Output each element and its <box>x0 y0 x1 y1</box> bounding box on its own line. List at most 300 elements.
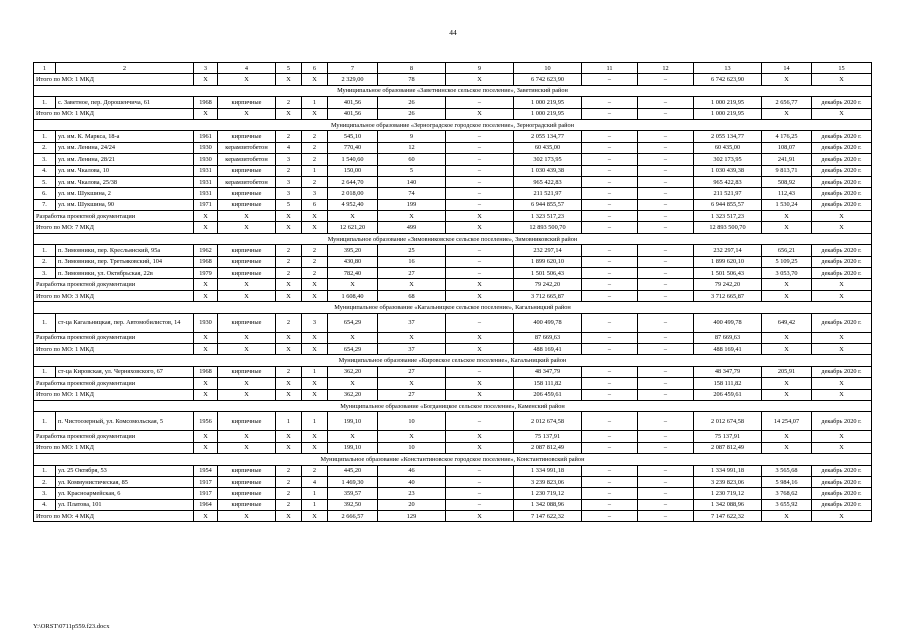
building-cell: 2 055 134,77 <box>694 131 762 142</box>
building-cell: 211 521,97 <box>694 188 762 199</box>
total-cell: 499 <box>378 222 446 233</box>
building-cell: 2 <box>276 97 302 108</box>
building-address: ул. 25 Октября, 53 <box>56 465 194 476</box>
total-cell: – <box>638 389 694 400</box>
building-cell: 965 422,83 <box>514 176 582 187</box>
total-cell: Х <box>446 290 514 301</box>
building-cell: 656,21 <box>762 245 812 256</box>
column-number: 14 <box>762 63 812 74</box>
total-cell: Х <box>812 279 872 290</box>
total-cell: 79 242,20 <box>694 279 762 290</box>
column-number: 12 <box>638 63 694 74</box>
building-address: ул. Коммунистическая, 85 <box>56 476 194 487</box>
column-number: 10 <box>514 63 582 74</box>
building-cell: 1 540,60 <box>328 154 378 165</box>
total-cell: 87 669,63 <box>514 332 582 343</box>
building-cell: 1 899 620,10 <box>514 256 582 267</box>
building-address: п. Зимовники, пер. Третьяковский, 104 <box>56 256 194 267</box>
building-cell: – <box>446 499 514 510</box>
total-cell: Х <box>812 222 872 233</box>
building-cell: 1979 <box>194 268 218 279</box>
building-cell: 2 <box>302 268 328 279</box>
building-cell: декабрь 2020 г. <box>812 154 872 165</box>
municipality-heading: Муниципальное образование «Заветнинское сельское поселение», Заветинский район <box>34 85 872 96</box>
municipality-section-row <box>34 119 872 130</box>
column-number: 1 <box>34 63 56 74</box>
building-cell: 5 <box>276 199 302 210</box>
building-cell: – <box>638 199 694 210</box>
total-cell: – <box>582 332 638 343</box>
building-cell: кирпичные <box>218 268 276 279</box>
building-cell: – <box>446 465 514 476</box>
total-cell: 12 621,20 <box>328 222 378 233</box>
total-cell: Х <box>378 332 446 343</box>
building-address: ул. им. Чкалова, 25/38 <box>56 176 194 187</box>
municipality-heading: Муниципальное образование «Зерноградское городское поселение», Зерноградский район <box>34 119 872 130</box>
building-cell: – <box>638 488 694 499</box>
total-cell: Х <box>302 343 328 354</box>
total-cell: – <box>582 442 638 453</box>
building-cell: кирпичные <box>218 465 276 476</box>
building-cell: 241,91 <box>762 154 812 165</box>
building-row <box>34 256 872 267</box>
total-cell: Х <box>218 332 276 343</box>
building-row <box>34 199 872 210</box>
total-label: Итого по МО: 4 МКД <box>34 511 194 522</box>
column-number: 2 <box>56 63 194 74</box>
building-row <box>34 412 872 431</box>
building-cell: 2 012 674,58 <box>694 412 762 431</box>
total-cell: Х <box>218 442 276 453</box>
building-cell: 27 <box>378 268 446 279</box>
total-cell: 488 169,41 <box>514 343 582 354</box>
total-label: Итого по МО: 7 МКД <box>34 222 194 233</box>
total-cell: Х <box>328 378 378 389</box>
total-cell: Х <box>446 211 514 222</box>
total-label: Разработка проектной документации <box>34 279 194 290</box>
building-cell: 2 <box>302 142 328 153</box>
building-cell: 4 176,25 <box>762 131 812 142</box>
total-cell: – <box>582 222 638 233</box>
row-number: 1. <box>34 131 56 142</box>
building-cell: – <box>638 499 694 510</box>
housing-program-table <box>33 62 872 522</box>
total-cell: – <box>638 431 694 442</box>
row-number: 4. <box>34 165 56 176</box>
row-number: 1. <box>34 97 56 108</box>
building-row <box>34 366 872 377</box>
total-cell: 401,56 <box>328 108 378 119</box>
total-cell: 75 137,91 <box>694 431 762 442</box>
total-row <box>34 211 872 222</box>
total-cell: – <box>582 389 638 400</box>
building-cell: декабрь 2020 г. <box>812 499 872 510</box>
building-cell: кирпичные <box>218 256 276 267</box>
building-cell: 2 055 134,77 <box>514 131 582 142</box>
building-cell: декабрь 2020 г. <box>812 176 872 187</box>
building-cell: – <box>446 476 514 487</box>
building-cell: 1 <box>302 366 328 377</box>
building-cell: 60 435,00 <box>514 142 582 153</box>
building-cell: 16 <box>378 256 446 267</box>
building-cell: – <box>582 154 638 165</box>
total-cell: 3 712 665,87 <box>514 290 582 301</box>
building-cell: 302 173,95 <box>694 154 762 165</box>
building-cell: 4 <box>302 476 328 487</box>
total-cell: – <box>582 431 638 442</box>
building-cell: – <box>446 313 514 332</box>
building-cell: 782,40 <box>328 268 378 279</box>
building-cell: 1 030 439,38 <box>694 165 762 176</box>
building-row <box>34 465 872 476</box>
total-cell: Х <box>276 378 302 389</box>
building-cell: 1 342 088,96 <box>514 499 582 510</box>
building-cell: – <box>446 97 514 108</box>
total-cell: 12 893 500,70 <box>694 222 762 233</box>
building-address: ул. им. К. Маркса, 18-а <box>56 131 194 142</box>
building-row <box>34 154 872 165</box>
total-cell: 37 <box>378 343 446 354</box>
total-cell: Х <box>762 389 812 400</box>
building-cell: 1 530,24 <box>762 199 812 210</box>
building-cell: 3 <box>302 313 328 332</box>
municipality-heading: Муниципальное образование «Богданицкое сельское поселение», Каменский район <box>34 400 872 411</box>
total-cell: Х <box>276 290 302 301</box>
total-cell: Х <box>328 279 378 290</box>
total-cell: Х <box>446 389 514 400</box>
total-cell: – <box>638 279 694 290</box>
total-cell: 2 329,00 <box>328 74 378 85</box>
building-cell: – <box>638 245 694 256</box>
row-number: 7. <box>34 199 56 210</box>
total-cell: Х <box>762 332 812 343</box>
building-cell: 1 <box>276 412 302 431</box>
total-cell: Х <box>762 378 812 389</box>
total-cell: 158 111,82 <box>694 378 762 389</box>
municipality-section-row <box>34 355 872 366</box>
building-cell: 1930 <box>194 313 218 332</box>
building-cell: – <box>638 476 694 487</box>
total-cell: Х <box>378 378 446 389</box>
total-cell: Х <box>194 431 218 442</box>
building-cell: кирпичные <box>218 199 276 210</box>
total-row <box>34 290 872 301</box>
building-cell: – <box>582 256 638 267</box>
column-number: 8 <box>378 63 446 74</box>
building-cell: декабрь 2020 г. <box>812 465 872 476</box>
total-cell: Х <box>302 222 328 233</box>
total-cell: 129 <box>378 511 446 522</box>
row-number: 1. <box>34 313 56 332</box>
building-cell: 4 952,40 <box>328 199 378 210</box>
total-cell: Х <box>194 222 218 233</box>
building-cell: 1954 <box>194 465 218 476</box>
table-body <box>34 63 872 522</box>
column-number: 5 <box>276 63 302 74</box>
total-label: Итого по МО: 1 МКД <box>34 343 194 354</box>
column-number-row <box>34 63 872 74</box>
building-cell: 392,50 <box>328 499 378 510</box>
building-cell: 3 655,92 <box>762 499 812 510</box>
building-cell: 401,56 <box>328 97 378 108</box>
building-cell: декабрь 2020 г. <box>812 245 872 256</box>
building-cell: 25 <box>378 245 446 256</box>
row-number: 1. <box>34 412 56 431</box>
total-cell: – <box>582 290 638 301</box>
total-cell: – <box>638 511 694 522</box>
building-cell: – <box>446 199 514 210</box>
total-row <box>34 442 872 453</box>
building-cell: 1 <box>302 412 328 431</box>
building-row <box>34 131 872 142</box>
total-cell: 68 <box>378 290 446 301</box>
total-cell: Х <box>812 389 872 400</box>
building-cell: 1931 <box>194 188 218 199</box>
building-cell: 2 <box>302 245 328 256</box>
total-cell: Х <box>446 343 514 354</box>
row-number: 1. <box>34 366 56 377</box>
building-cell: кирпичные <box>218 165 276 176</box>
total-cell: Х <box>276 332 302 343</box>
total-cell: – <box>638 290 694 301</box>
building-cell: 1930 <box>194 142 218 153</box>
building-cell: 1 230 719,12 <box>514 488 582 499</box>
building-cell: керамзитобетон <box>218 154 276 165</box>
municipality-section-row <box>34 85 872 96</box>
building-cell: 508,92 <box>762 176 812 187</box>
building-row <box>34 165 872 176</box>
building-cell: кирпичные <box>218 476 276 487</box>
building-cell: 1 334 991,18 <box>514 465 582 476</box>
building-cell: 1 899 620,10 <box>694 256 762 267</box>
total-cell: Х <box>812 378 872 389</box>
building-cell: 4 <box>276 142 302 153</box>
total-cell: Х <box>218 222 276 233</box>
total-cell: Х <box>218 431 276 442</box>
building-cell: декабрь 2020 г. <box>812 366 872 377</box>
total-label: Итого по МО: 1 МКД <box>34 389 194 400</box>
total-cell: Х <box>194 343 218 354</box>
total-cell: Х <box>446 511 514 522</box>
total-cell: 6 742 623,90 <box>514 74 582 85</box>
building-cell: – <box>582 245 638 256</box>
building-cell: – <box>582 499 638 510</box>
row-number: 4. <box>34 499 56 510</box>
building-cell: 20 <box>378 499 446 510</box>
total-cell: Х <box>446 222 514 233</box>
total-row <box>34 431 872 442</box>
total-cell: – <box>582 511 638 522</box>
column-number: 6 <box>302 63 328 74</box>
total-cell: Х <box>276 74 302 85</box>
total-cell: Х <box>328 431 378 442</box>
building-cell: – <box>446 165 514 176</box>
total-cell: 3 712 665,87 <box>694 290 762 301</box>
building-cell: 5 <box>378 165 446 176</box>
building-cell: – <box>446 256 514 267</box>
total-cell: 26 <box>378 108 446 119</box>
total-cell: Х <box>194 211 218 222</box>
building-cell: 12 <box>378 142 446 153</box>
column-number: 4 <box>218 63 276 74</box>
building-cell: 359,57 <box>328 488 378 499</box>
building-cell: – <box>582 313 638 332</box>
total-cell: Х <box>302 378 328 389</box>
total-cell: 199,10 <box>328 442 378 453</box>
building-row <box>34 476 872 487</box>
building-cell: 60 435,00 <box>694 142 762 153</box>
building-cell: 649,42 <box>762 313 812 332</box>
building-cell: 6 944 855,57 <box>514 199 582 210</box>
building-cell: – <box>638 176 694 187</box>
total-cell: Х <box>328 211 378 222</box>
building-cell: 9 813,71 <box>762 165 812 176</box>
building-row <box>34 245 872 256</box>
total-cell: Х <box>302 74 328 85</box>
building-cell: 1 501 506,43 <box>694 268 762 279</box>
total-label: Разработка проектной документации <box>34 378 194 389</box>
total-cell: 362,20 <box>328 389 378 400</box>
building-cell: 1 469,30 <box>328 476 378 487</box>
building-cell: 108,07 <box>762 142 812 153</box>
total-cell: Х <box>218 290 276 301</box>
building-cell: – <box>638 142 694 153</box>
building-cell: кирпичные <box>218 97 276 108</box>
total-cell: Х <box>218 211 276 222</box>
building-cell: 1964 <box>194 499 218 510</box>
total-cell: – <box>582 108 638 119</box>
municipality-heading: Муниципальное образование «Кагальницкое сельское поселение», Кагальницкий район <box>34 302 872 313</box>
building-cell: 3 565,68 <box>762 465 812 476</box>
building-cell: 1917 <box>194 488 218 499</box>
total-cell: – <box>638 332 694 343</box>
column-number: 15 <box>812 63 872 74</box>
total-cell: Х <box>302 442 328 453</box>
building-cell: декабрь 2020 г. <box>812 97 872 108</box>
total-row <box>34 279 872 290</box>
total-row <box>34 74 872 85</box>
building-cell: 60 <box>378 154 446 165</box>
building-cell: 1930 <box>194 154 218 165</box>
building-cell: 140 <box>378 176 446 187</box>
total-cell: Х <box>218 378 276 389</box>
total-row <box>34 343 872 354</box>
building-cell: 1 000 219,95 <box>514 97 582 108</box>
total-cell: Х <box>194 74 218 85</box>
building-cell: – <box>446 366 514 377</box>
building-cell: 199 <box>378 199 446 210</box>
building-cell: кирпичные <box>218 188 276 199</box>
building-cell: 3 <box>276 154 302 165</box>
total-cell: Х <box>276 442 302 453</box>
total-cell: Х <box>218 74 276 85</box>
building-cell: 10 <box>378 412 446 431</box>
building-cell: – <box>446 176 514 187</box>
building-cell: – <box>582 488 638 499</box>
total-cell: – <box>638 108 694 119</box>
total-cell: Х <box>762 442 812 453</box>
total-cell: Х <box>446 108 514 119</box>
row-number: 2. <box>34 142 56 153</box>
total-cell: 2 087 812,49 <box>694 442 762 453</box>
building-cell: кирпичные <box>218 131 276 142</box>
building-cell: – <box>582 188 638 199</box>
building-cell: 2 <box>276 313 302 332</box>
building-cell: – <box>446 142 514 153</box>
building-cell: 302 173,95 <box>514 154 582 165</box>
page-number: 44 <box>449 28 457 37</box>
building-cell: декабрь 2020 г. <box>812 476 872 487</box>
building-cell: 3 053,70 <box>762 268 812 279</box>
total-cell: Х <box>276 511 302 522</box>
total-cell: Х <box>762 431 812 442</box>
total-cell: Х <box>378 211 446 222</box>
building-cell: – <box>638 268 694 279</box>
building-cell: – <box>638 97 694 108</box>
total-cell: 7 147 622,32 <box>514 511 582 522</box>
building-cell: кирпичные <box>218 366 276 377</box>
column-number: 9 <box>446 63 514 74</box>
total-cell: – <box>638 222 694 233</box>
total-label: Итого по МО: 1 МКД <box>34 74 194 85</box>
building-cell: – <box>446 488 514 499</box>
total-cell: 1 608,40 <box>328 290 378 301</box>
building-cell: 2 <box>276 268 302 279</box>
building-cell: 1917 <box>194 476 218 487</box>
total-cell: 1 323 517,23 <box>514 211 582 222</box>
building-row <box>34 188 872 199</box>
footer-file-path: Y:\ORST\0711p559.f23.docx <box>33 623 110 630</box>
total-cell: Х <box>194 378 218 389</box>
total-cell: 206 459,61 <box>694 389 762 400</box>
total-cell: Х <box>194 389 218 400</box>
building-cell: 3 239 823,06 <box>514 476 582 487</box>
building-cell: 1968 <box>194 366 218 377</box>
total-cell: 79 242,20 <box>514 279 582 290</box>
building-cell: 395,20 <box>328 245 378 256</box>
building-cell: – <box>582 268 638 279</box>
total-cell: Х <box>302 211 328 222</box>
total-cell: Х <box>812 290 872 301</box>
building-cell: 211 521,97 <box>514 188 582 199</box>
building-cell: декабрь 2020 г. <box>812 165 872 176</box>
total-cell: 78 <box>378 74 446 85</box>
total-cell: Х <box>762 290 812 301</box>
column-number: 3 <box>194 63 218 74</box>
building-cell: 2 656,77 <box>762 97 812 108</box>
building-cell: кирпичные <box>218 488 276 499</box>
row-number: 5. <box>34 176 56 187</box>
building-address: п. Чистоозерный, ул. Комсомольская, 5 <box>56 412 194 431</box>
building-cell: декабрь 2020 г. <box>812 412 872 431</box>
total-cell: 2 087 812,49 <box>514 442 582 453</box>
building-address: ст-ца Кировская, ул. Черняховского, 67 <box>56 366 194 377</box>
building-cell: 3 239 823,06 <box>694 476 762 487</box>
building-cell: 400 499,78 <box>514 313 582 332</box>
total-cell: Х <box>218 511 276 522</box>
building-address: п. Зимовники, пер. Кресльянский, 95а <box>56 245 194 256</box>
total-cell: Х <box>194 332 218 343</box>
total-cell: Х <box>446 74 514 85</box>
total-cell: 654,29 <box>328 343 378 354</box>
column-number: 13 <box>694 63 762 74</box>
building-cell: 2 <box>276 465 302 476</box>
total-row <box>34 332 872 343</box>
total-cell: 10 <box>378 442 446 453</box>
building-cell: 2 <box>302 176 328 187</box>
building-cell: – <box>446 268 514 279</box>
building-cell: 1962 <box>194 245 218 256</box>
